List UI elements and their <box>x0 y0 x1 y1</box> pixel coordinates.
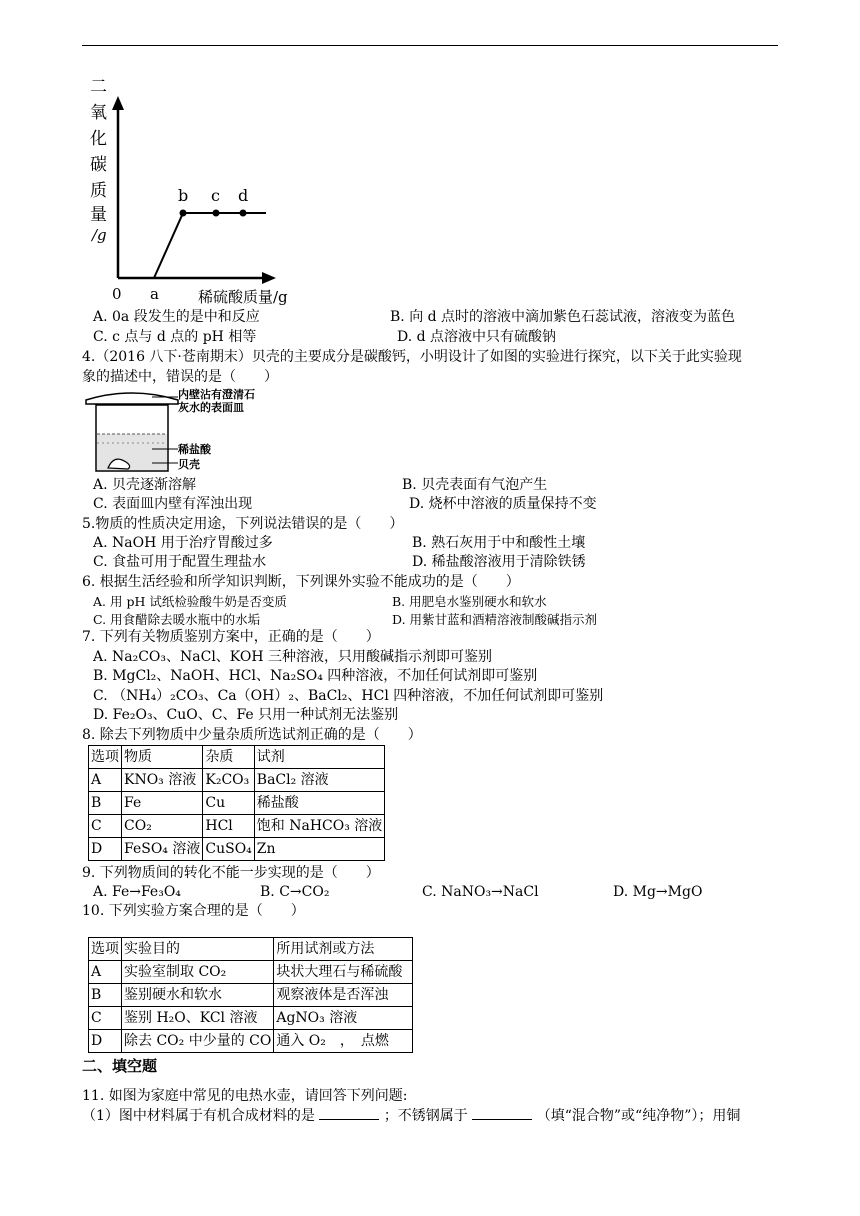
table-cell: HCl <box>203 815 254 838</box>
point-d <box>240 210 247 217</box>
table-cell: Zn <box>254 838 385 861</box>
q11-part1-text-b: ；不锈钢属于 <box>383 1108 468 1124</box>
q11-part1 <box>82 1107 740 1125</box>
table-cell: K₂CO₃ <box>203 769 254 792</box>
q11-stem: 11. 如图为家庭中常见的电热水壶，请回答下列问题: <box>82 1088 408 1104</box>
q7-option-d: D. Fe₂O₃、CuO、C、Fe 只用一种试剂无法鉴别 <box>93 707 399 723</box>
point-c-label: c <box>211 186 220 205</box>
fig-leader-lines <box>150 395 180 465</box>
answer-blank-2[interactable] <box>472 1119 532 1120</box>
q6-option-d: D. 用紫甘蓝和酒精溶液制酸碱指示剂 <box>392 612 598 627</box>
table-cell: C <box>89 1007 122 1030</box>
q5-option-d: D. 稀盐酸溶液用于清除铁锈 <box>412 554 586 570</box>
q11-part1-text-c: （填“混合物”或“纯净物”）；用铜 <box>536 1108 741 1124</box>
table-cell: D <box>89 838 122 861</box>
data-line <box>154 213 266 278</box>
q8-stem: 8. 除去下列物质中少量杂质所选试剂正确的是（ ） <box>82 727 422 743</box>
fig-label-acid: 稀盐酸 <box>178 443 211 456</box>
q5-option-c: C. 食盐可用于配置生理盐水 <box>93 554 267 570</box>
header-rule <box>82 45 778 46</box>
table-row <box>89 769 385 792</box>
fig-label-dish: 内壁沾有澄清石 <box>178 388 255 401</box>
table-cell: 物质 <box>122 746 203 769</box>
q7-option-c: C. （NH₄）₂CO₃、Ca（OH）₂、BaCl₂、HCl 四种溶液，不加任何试剂即可鉴别 <box>93 688 604 704</box>
table-cell: D <box>89 1030 122 1053</box>
table-cell: 鉴别 H₂O、KCl 溶液 <box>122 1007 274 1030</box>
table-row <box>89 815 385 838</box>
q10-stem: 10. 下列实验方案合理的是（ ） <box>82 903 305 919</box>
q8-table <box>88 745 385 861</box>
point-b <box>180 210 187 217</box>
q3-option-d: D. d 点溶液中只有硫酸钠 <box>397 329 557 345</box>
q9-option-c: C. NaNO₃→NaCl <box>422 884 539 900</box>
q3-option-a: A. 0a 段发生的是中和反应 <box>93 309 260 325</box>
answer-blank-1[interactable] <box>319 1119 379 1120</box>
q5-option-a: A. NaOH 用于治疗胃酸过多 <box>93 535 273 551</box>
q3-option-b: B. 向 d 点时的溶液中滴加紫色石蕊试液，溶液变为蓝色 <box>390 309 736 325</box>
table-cell: 选项 <box>89 938 122 961</box>
y-label-char: 质 <box>90 181 107 201</box>
q3-option-c: C. c 点与 d 点的 pH 相等 <box>93 329 257 345</box>
table-cell: 鉴别硬水和软水 <box>122 984 274 1007</box>
table-cell: CO₂ <box>122 815 203 838</box>
q9-option-a: A. Fe→Fe₃O₄ <box>93 884 181 900</box>
table-cell: A <box>89 961 122 984</box>
fig-label-shell: 贝壳 <box>178 458 200 471</box>
x-label: 稀硫酸质量/g <box>198 288 288 306</box>
q7-option-b: B. MgCl₂、NaOH、HCl、Na₂SO₄ 四种溶液，不加任何试剂即可鉴别 <box>93 668 538 684</box>
table-cell: A <box>89 769 122 792</box>
table-cell: BaCl₂ 溶液 <box>254 769 385 792</box>
y-label-char: 氧 <box>90 103 107 123</box>
q11-part1-text-a: （1）图中材料属于有机合成材料的是 <box>82 1108 315 1124</box>
q4-option-c: C. 表面皿内壁有浑浊出现 <box>93 496 253 512</box>
y-label-char: 碳 <box>90 155 107 175</box>
table-cell: B <box>89 792 122 815</box>
table-header-row <box>89 746 385 769</box>
point-c <box>213 210 220 217</box>
table-cell: 选项 <box>89 746 122 769</box>
y-axis-arrow <box>112 96 124 110</box>
fig-label-dish: 灰水的表面皿 <box>178 401 244 414</box>
table-cell: 所用试剂或方法 <box>274 938 413 961</box>
table-cell: 除去 CO₂ 中少量的 CO <box>122 1030 274 1053</box>
point-d-label: d <box>238 186 249 205</box>
q4-stem-line2: 象的描述中，错误的是（ ） <box>82 369 278 385</box>
table-cell: 块状大理石与稀硫酸 <box>274 961 413 984</box>
q10-table <box>88 937 413 1053</box>
section-heading: 二、填空题 <box>82 1057 158 1075</box>
table-cell: 实验目的 <box>122 938 274 961</box>
q5-stem: 5.物质的性质决定用途，下列说法错误的是（ ） <box>82 516 404 532</box>
table-cell: 实验室制取 CO₂ <box>122 961 274 984</box>
q6-option-b: B. 用肥皂水鉴别硬水和软水 <box>392 594 547 609</box>
table-cell: Cu <box>203 792 254 815</box>
q9-stem: 9. 下列物质间的转化不能一步实现的是（ ） <box>82 865 380 881</box>
q5-option-b: B. 熟石灰用于中和酸性土壤 <box>412 535 586 551</box>
q7-option-a: A. Na₂CO₃、NaCl、KOH 三种溶液，只用酸碱指示剂即可鉴别 <box>93 649 493 665</box>
table-cell: CuSO₄ <box>203 838 254 861</box>
q9-option-d: D. Mg→MgO <box>613 884 703 900</box>
table-header-row <box>89 938 413 961</box>
table-row <box>89 984 413 1007</box>
table-cell: FeSO₄ 溶液 <box>122 838 203 861</box>
table-cell: 稀盐酸 <box>254 792 385 815</box>
q9-option-b: B. C→CO₂ <box>260 884 330 900</box>
table-cell: KNO₃ 溶液 <box>122 769 203 792</box>
table-cell: 观察液体是否浑浊 <box>274 984 413 1007</box>
q4-option-a: A. 贝壳逐渐溶解 <box>93 477 197 493</box>
y-label-char: 化 <box>90 129 107 149</box>
table-row <box>89 838 385 861</box>
q6-option-a: A. 用 pH 试纸检验酸牛奶是否变质 <box>93 594 287 609</box>
table-cell: C <box>89 815 122 838</box>
table-cell: 杂质 <box>203 746 254 769</box>
table-cell: AgNO₃ 溶液 <box>274 1007 413 1030</box>
q7-stem: 7. 下列有关物质鉴别方案中，正确的是（ ） <box>82 629 380 645</box>
table-row <box>89 1030 413 1053</box>
table-cell: 饱和 NaHCO₃ 溶液 <box>254 815 385 838</box>
y-label-char: 量 <box>90 205 107 225</box>
table-row <box>89 792 385 815</box>
q6-option-c: C. 用食醋除去暖水瓶中的水垢 <box>93 612 261 627</box>
y-unit: /g <box>92 226 107 244</box>
y-label-char: 二 <box>90 77 107 97</box>
table-row <box>89 961 413 984</box>
q4-option-d: D. 烧杯中溶液的质量保持不变 <box>409 496 597 512</box>
q6-stem: 6. 根据生活经验和所学知识判断，下列课外实验不能成功的是（ ） <box>82 574 520 590</box>
table-row <box>89 1007 413 1030</box>
point-b-label: b <box>178 186 189 205</box>
graph-svg <box>80 70 320 320</box>
table-cell: 通入 O₂ ， 点燃 <box>274 1030 413 1053</box>
x-axis-arrow <box>262 272 276 284</box>
a-label: a <box>150 285 159 303</box>
q4-option-b: B. 贝壳表面有气泡产生 <box>402 477 548 493</box>
table-cell: 试剂 <box>254 746 385 769</box>
origin-label: 0 <box>112 285 122 303</box>
table-cell: Fe <box>122 792 203 815</box>
q4-stem-line1: 4.（2016 八下·苍南期末）贝壳的主要成分是碳酸钙，小明设计了如图的实验进行探究，以下关于此实验现 <box>82 349 742 365</box>
table-cell: B <box>89 984 122 1007</box>
